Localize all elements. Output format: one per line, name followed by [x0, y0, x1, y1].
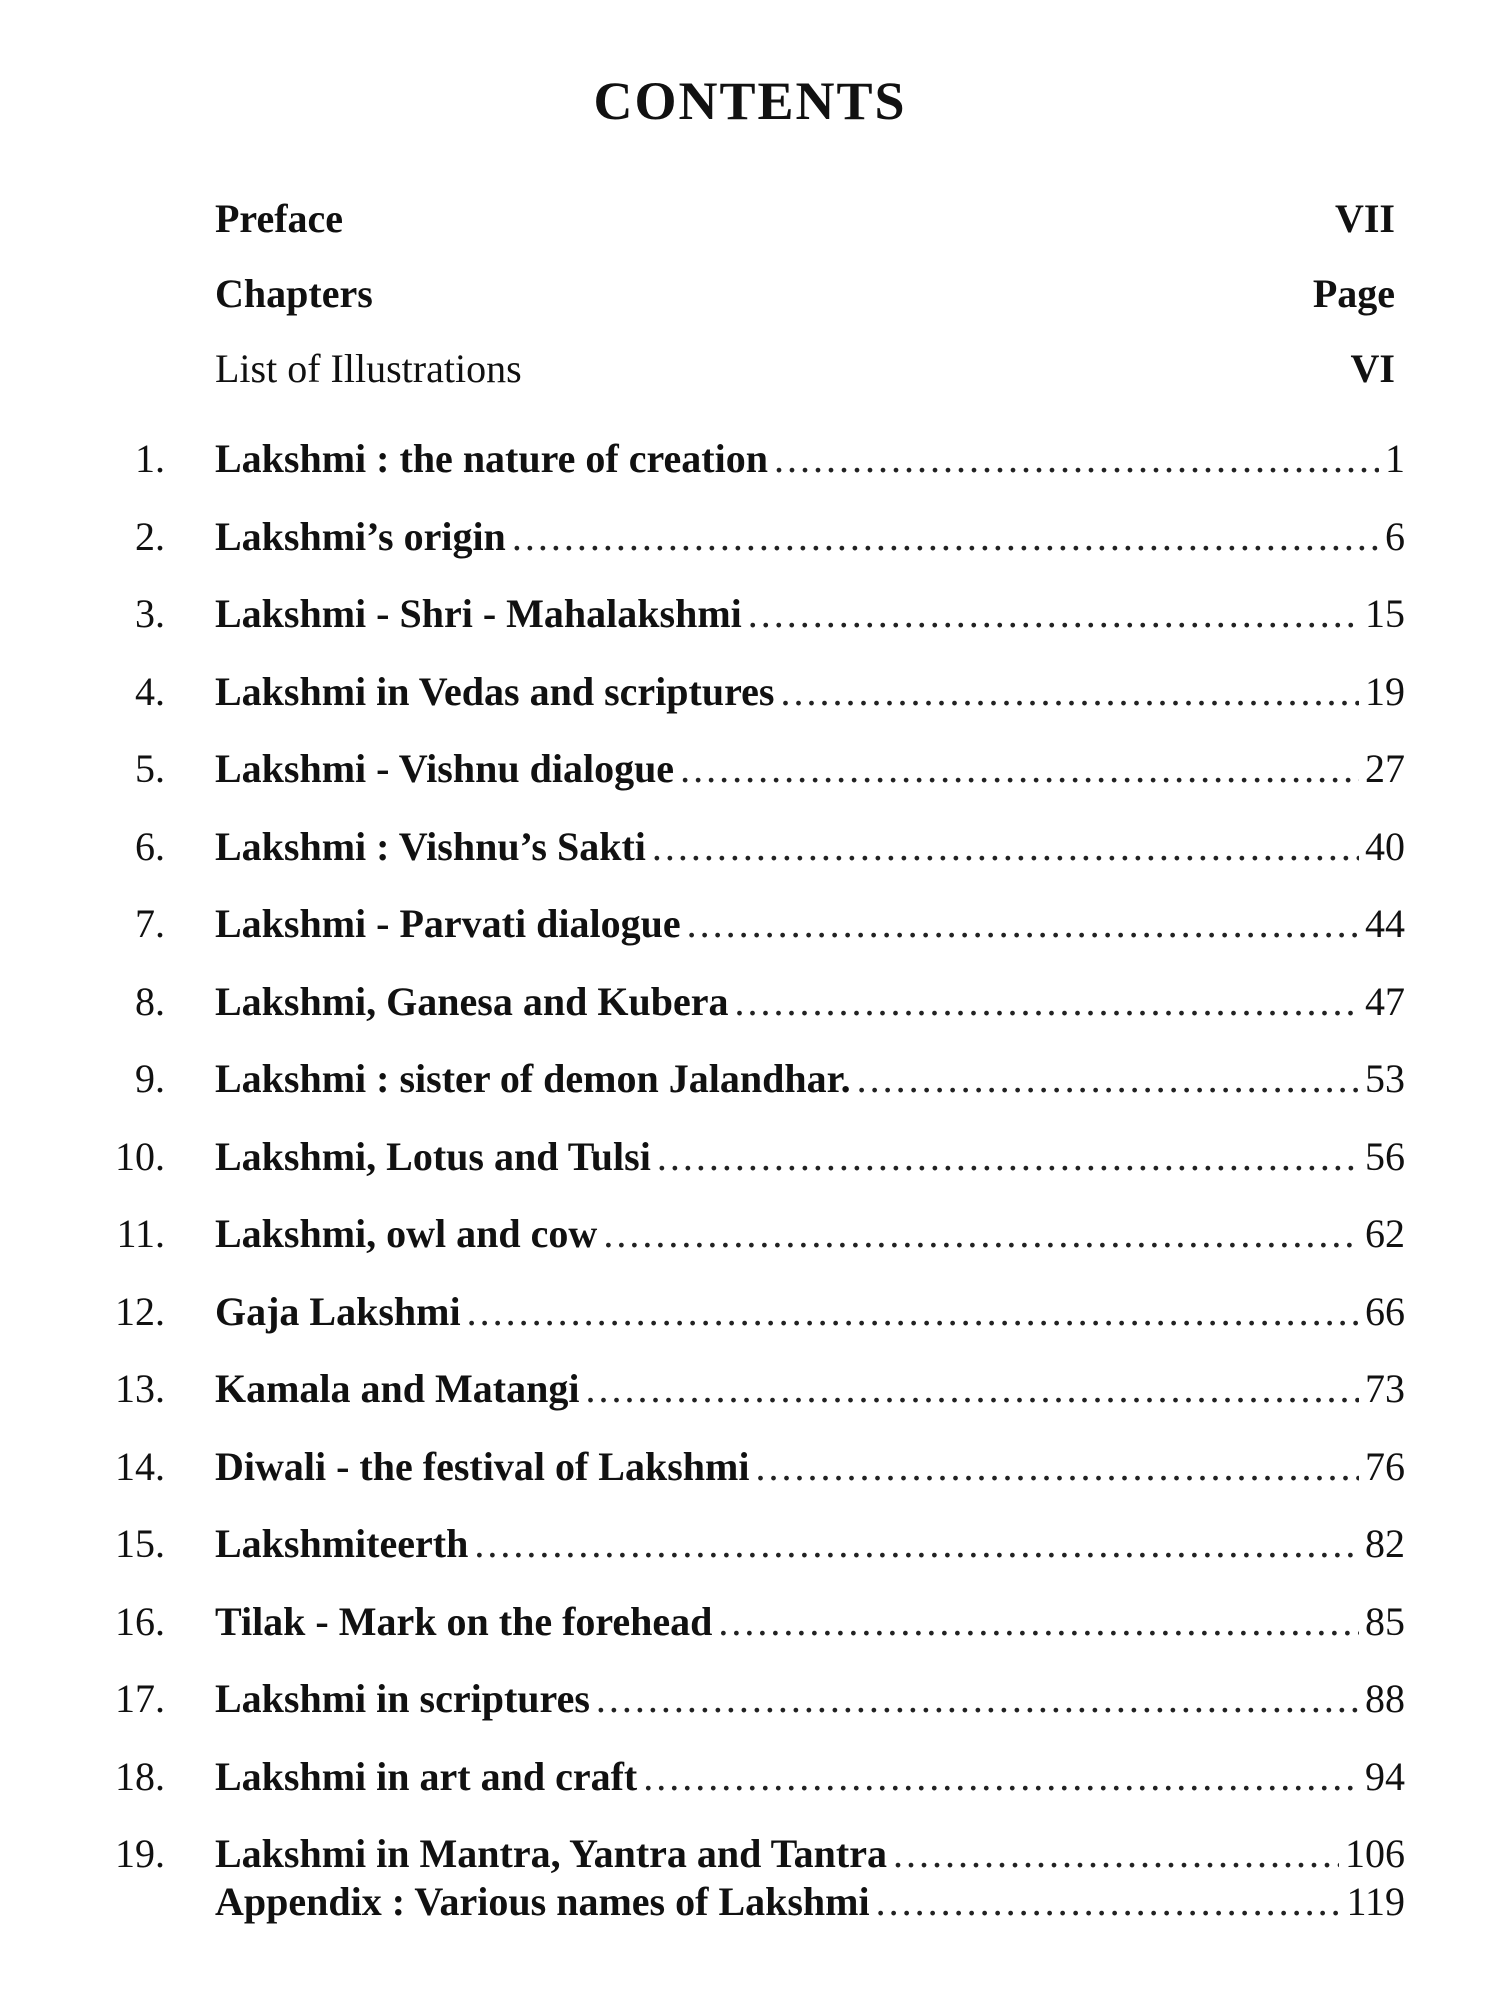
- chapter-title: Lakshmiteerth: [215, 1521, 469, 1566]
- chapter-page: 73: [1365, 1366, 1405, 1411]
- leader-dots: [774, 435, 1379, 482]
- chapter-number: 18.: [115, 1753, 165, 1799]
- page-title: CONTENTS: [593, 71, 907, 131]
- chapter-title: Tilak - Mark on the forehead: [215, 1598, 713, 1644]
- chapter-entry: [215, 1753, 1405, 1800]
- leader-dots: [512, 513, 1379, 560]
- chapter-page: 6: [1385, 513, 1405, 559]
- leader-dots: [474, 1520, 1359, 1567]
- chapter-entry: [215, 1055, 1405, 1102]
- leader-dots: [467, 1288, 1359, 1335]
- appendix-title: Appendix : Various names of Lakshmi: [215, 1879, 870, 1924]
- chapter-entry: [215, 1598, 1405, 1645]
- preface-row[interactable]: [215, 195, 1395, 255]
- chapter-title: Gaja Lakshmi: [215, 1288, 461, 1334]
- chapter-row[interactable]: [0, 658, 1500, 736]
- leader-dots: [596, 1675, 1359, 1722]
- illustrations-row[interactable]: [215, 345, 1395, 405]
- appendix-row[interactable]: [215, 1878, 1405, 1925]
- chapter-row[interactable]: [0, 1123, 1500, 1201]
- chapter-title: Lakshmi in Vedas and scriptures: [215, 668, 775, 714]
- chapter-entry: [215, 1520, 1405, 1567]
- chapter-row[interactable]: [0, 1743, 1500, 1821]
- chapter-number: 14.: [115, 1443, 165, 1489]
- leader-dots: [718, 1598, 1359, 1645]
- chapter-number: 12.: [115, 1288, 165, 1334]
- leader-dots: [652, 823, 1359, 870]
- chapter-page: 47: [1365, 978, 1405, 1024]
- chapter-number: 8.: [135, 978, 165, 1024]
- chapter-title: Lakshmi, Ganesa and Kubera: [215, 978, 729, 1024]
- chapter-number: 10.: [115, 1133, 165, 1179]
- leader-dots: [585, 1365, 1359, 1412]
- leader-dots: [657, 1133, 1359, 1180]
- chapter-entry: [215, 823, 1405, 870]
- chapter-row[interactable]: [0, 425, 1500, 503]
- leader-dots: [780, 668, 1359, 715]
- chapter-page: 15: [1365, 591, 1405, 636]
- chapter-page: 1: [1385, 436, 1405, 481]
- chapter-row[interactable]: [0, 968, 1500, 1046]
- chapter-title: Lakshmi, owl and cow: [215, 1211, 598, 1256]
- leader-dots: [857, 1055, 1359, 1102]
- chapter-page: 76: [1365, 1443, 1405, 1489]
- chapter-title: Lakshmi’s origin: [215, 513, 506, 559]
- chapter-title: Lakshmi in scriptures: [215, 1676, 590, 1721]
- chapter-row[interactable]: [0, 813, 1500, 891]
- preface-label: Preface: [215, 196, 344, 241]
- chapter-number: 6.: [135, 823, 165, 869]
- chapter-number: 13.: [115, 1366, 165, 1411]
- chapter-entry: [215, 668, 1405, 715]
- chapter-number: 15.: [115, 1521, 165, 1566]
- chapter-number: 2.: [135, 513, 165, 559]
- chapter-title: Lakshmi in art and craft: [215, 1753, 638, 1799]
- chapter-entry: [215, 978, 1405, 1025]
- chapter-title: Kamala and Matangi: [215, 1366, 580, 1411]
- leader-dots: [755, 1443, 1359, 1490]
- chapter-row[interactable]: [0, 503, 1500, 581]
- chapter-title: Lakshmi in Mantra, Yantra and Tantra: [215, 1831, 887, 1876]
- chapter-row[interactable]: [0, 580, 1500, 658]
- chapter-entry: [215, 590, 1405, 637]
- chapter-page: 40: [1365, 823, 1405, 869]
- chapter-title: Lakshmi : Vishnu’s Sakti: [215, 823, 646, 869]
- page-column-header: Page: [1312, 271, 1395, 316]
- chapter-entry: [215, 513, 1405, 560]
- chapter-row[interactable]: [0, 1510, 1500, 1588]
- chapter-entry: [215, 1133, 1405, 1180]
- chapter-entry: [215, 900, 1405, 947]
- leader-dots: [876, 1878, 1341, 1925]
- chapter-page: 44: [1365, 901, 1405, 946]
- chapter-row[interactable]: [0, 1665, 1500, 1743]
- chapter-row[interactable]: [0, 1200, 1500, 1278]
- preface-page: VII: [1334, 196, 1395, 241]
- chapter-row[interactable]: [0, 1045, 1500, 1123]
- chapter-title: Lakshmi - Parvati dialogue: [215, 901, 681, 946]
- chapter-page: 85: [1365, 1598, 1405, 1644]
- chapter-entry: [215, 1675, 1405, 1722]
- chapter-row[interactable]: [0, 1588, 1500, 1666]
- chapter-entry: [215, 435, 1405, 482]
- leader-dots: [680, 745, 1359, 792]
- chapter-title: Lakshmi : the nature of creation: [215, 436, 768, 481]
- chapter-title: Lakshmi, Lotus and Tulsi: [215, 1133, 651, 1179]
- chapter-page: 88: [1365, 1676, 1405, 1721]
- leader-dots: [687, 900, 1359, 947]
- chapter-row[interactable]: [0, 890, 1500, 968]
- chapter-entry: [215, 1443, 1405, 1490]
- chapter-number: 17.: [115, 1676, 165, 1721]
- chapter-page: 27: [1365, 746, 1405, 791]
- chapter-title: Lakshmi : sister of demon Jalandhar.: [215, 1056, 851, 1101]
- chapter-number: 16.: [115, 1598, 165, 1644]
- leader-dots: [734, 978, 1359, 1025]
- chapter-page: 106: [1345, 1831, 1405, 1876]
- chapter-entry: [215, 745, 1405, 792]
- chapter-number: 3.: [135, 591, 165, 636]
- chapter-title: Lakshmi - Vishnu dialogue: [215, 746, 675, 791]
- chapter-page: 82: [1365, 1521, 1405, 1566]
- chapter-number: 4.: [135, 668, 165, 714]
- chapter-number: 19.: [115, 1831, 165, 1876]
- chapter-row[interactable]: [0, 1355, 1500, 1433]
- chapter-entry: [215, 1830, 1405, 1877]
- chapter-number: 11.: [116, 1211, 165, 1256]
- chapter-page: 62: [1365, 1211, 1405, 1256]
- chapter-number: 1.: [135, 436, 165, 481]
- chapter-entry: [215, 1365, 1405, 1412]
- chapter-number: 7.: [135, 901, 165, 946]
- chapter-title: Lakshmi - Shri - Mahalakshmi: [215, 591, 742, 636]
- chapter-title: Diwali - the festival of Lakshmi: [215, 1443, 750, 1489]
- chapter-page: 66: [1365, 1288, 1405, 1334]
- appendix-page: 119: [1346, 1879, 1405, 1924]
- chapter-number: 5.: [135, 746, 165, 791]
- chapter-row[interactable]: [0, 1433, 1500, 1511]
- chapter-entry: [215, 1210, 1405, 1257]
- illustrations-page: VI: [1350, 346, 1395, 391]
- chapters-header-row: [215, 270, 1395, 330]
- chapter-page: 94: [1365, 1753, 1405, 1799]
- chapter-page: 56: [1365, 1133, 1405, 1179]
- chapters-header-label: Chapters: [215, 271, 373, 316]
- leader-dots: [603, 1210, 1359, 1257]
- chapter-row[interactable]: [0, 735, 1500, 813]
- leader-dots: [643, 1753, 1359, 1800]
- chapter-list: [0, 425, 1500, 1898]
- illustrations-label: List of Illustrations: [215, 346, 522, 391]
- chapter-row[interactable]: [0, 1278, 1500, 1356]
- chapter-number: 9.: [135, 1056, 165, 1101]
- leader-dots: [748, 590, 1359, 637]
- leader-dots: [893, 1830, 1339, 1877]
- chapter-entry: [215, 1288, 1405, 1335]
- chapter-page: 19: [1365, 668, 1405, 714]
- chapter-page: 53: [1365, 1056, 1405, 1101]
